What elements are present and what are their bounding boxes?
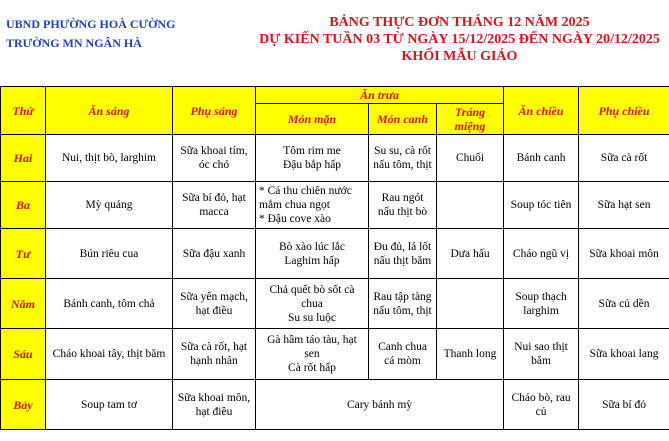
main-dish-cell — [256, 229, 369, 279]
dessert-cell: Chuối — [437, 135, 504, 182]
day-cell: Bảy — [1, 380, 46, 430]
afternoon-snack-cell: Sữa khoai lang — [579, 329, 669, 380]
title-line-3: KHỐI MẪU GIÁO — [401, 49, 518, 64]
afternoon-snack-cell: Sữa khoai môn — [579, 229, 669, 279]
main-dish-cell — [256, 182, 369, 229]
table-row — [1, 135, 669, 182]
header-row-1 — [1, 87, 669, 104]
header-afternoon-snack: Phụ chiều — [579, 87, 669, 135]
morning-snack-cell: Sữa khoai môn, hạt điều — [173, 380, 256, 430]
main-dish-line: Chả quết bò sốt cà chua — [269, 283, 355, 310]
breakfast-cell: Soup tam tơ — [46, 380, 173, 430]
afternoon-snack-cell: Sữa bí đỏ — [579, 380, 669, 430]
morning-snack-cell: Sữa đậu xanh — [173, 229, 256, 279]
afternoon-snack-cell: Sữa hạt sen — [579, 182, 669, 229]
main-dish-cell — [256, 135, 369, 182]
breakfast-cell: Mỳ quảng — [46, 182, 173, 229]
breakfast-cell: Bún riêu cua — [46, 229, 173, 279]
organization-header — [6, 15, 175, 53]
afternoon-meal-cell: Cháo bò, rau củ — [504, 380, 579, 430]
main-dish-line: * Cá thu chiên nước mắm chua ngọt — [259, 185, 352, 211]
main-dish-cell — [256, 279, 369, 329]
day-cell: Hai — [1, 135, 46, 182]
title-line-2: DỰ KIẾN TUẦN 03 TỪ NGÀY 15/12/2025 ĐẾN NGÀY 20/12/2025 — [259, 32, 660, 47]
breakfast-cell: Nui, thịt bò, larghim — [46, 135, 173, 182]
afternoon-meal-cell: Nui sao thịt băm — [504, 329, 579, 380]
main-dish-line: Cà rốt hấp — [288, 362, 336, 374]
header-dessert: Tráng miệng — [437, 104, 504, 135]
morning-snack-cell: Sữa cà rốt, hạt hạnh nhân — [173, 329, 256, 380]
main-dish-line: Su su luộc — [288, 311, 336, 324]
lunch-merged-cell: Cary bánh mỳ — [256, 380, 504, 430]
morning-snack-cell: Sữa yến mạch, hạt điều — [173, 279, 256, 329]
table-row — [1, 279, 669, 329]
soup-cell: Rau ngót nấu thịt bò — [369, 182, 437, 229]
header-day: Thứ — [1, 87, 46, 135]
breakfast-cell: Cháo khoai tây, thịt băm — [46, 329, 173, 380]
header-lunch: Ăn trưa — [256, 87, 504, 104]
dessert-cell — [437, 182, 504, 229]
afternoon-meal-cell: Soup tóc tiên — [504, 182, 579, 229]
menu-table — [0, 86, 669, 430]
dessert-cell — [437, 279, 504, 329]
header-morning-snack: Phụ sáng — [173, 87, 256, 135]
afternoon-snack-cell: Sữa cà rốt — [579, 135, 669, 182]
breakfast-cell: Bánh canh, tôm chả — [46, 279, 173, 329]
day-cell: Tư — [1, 229, 46, 279]
afternoon-meal-cell: Soup thạch larghim — [504, 279, 579, 329]
soup-cell: Đu đủ, lá lốt nấu thịt băm — [369, 229, 437, 279]
soup-cell: Su su, cà rốt nấu tôm, thịt — [369, 135, 437, 182]
main-dish-cell — [256, 329, 369, 380]
org-line-1: UBND PHƯỜNG HOÀ CƯỜNG — [6, 17, 176, 31]
day-cell: Sáu — [1, 329, 46, 380]
main-dish-line: * Đậu cove xào — [259, 213, 331, 225]
header-afternoon-meal: Ăn chiều — [504, 87, 579, 135]
document-title — [250, 14, 669, 65]
soup-cell: Rau tập tàng nấu tôm, thịt — [369, 279, 437, 329]
header-main-dish: Món mặn — [256, 104, 369, 135]
table-row — [1, 182, 669, 229]
header-breakfast: Ăn sáng — [46, 87, 173, 135]
main-dish-line: Tôm rim me — [283, 145, 341, 157]
afternoon-snack-cell: Sữa củ dền — [579, 279, 669, 329]
table-row — [1, 380, 669, 430]
dessert-cell: Dưa hấu — [437, 229, 504, 279]
header-soup: Món canh — [369, 104, 437, 135]
soup-cell: Canh chua cá mòm — [369, 329, 437, 380]
main-dish-line: Gà hầm táo tàu, hạt sen — [267, 334, 357, 360]
main-dish-line: Đậu bắp hấp — [282, 159, 342, 171]
table-row — [1, 329, 669, 380]
morning-snack-cell: Sữa khoai tím, óc chó — [173, 135, 256, 182]
main-dish-line: Laghim hấp — [284, 254, 340, 267]
org-line-2: TRƯỜNG MN NGÂN HÀ — [6, 36, 142, 50]
table-row — [1, 229, 669, 279]
main-dish-line: Bò xào lúc lắc — [278, 240, 346, 253]
day-cell: Ba — [1, 182, 46, 229]
day-cell: Năm — [1, 279, 46, 329]
title-line-1: BẢNG THỰC ĐƠN THÁNG 12 NĂM 2025 — [329, 15, 590, 30]
afternoon-meal-cell: Bánh canh — [504, 135, 579, 182]
morning-snack-cell: Sữa bí đỏ, hạt macca — [173, 182, 256, 229]
afternoon-meal-cell: Cháo ngũ vị — [504, 229, 579, 279]
dessert-cell: Thanh long — [437, 329, 504, 380]
